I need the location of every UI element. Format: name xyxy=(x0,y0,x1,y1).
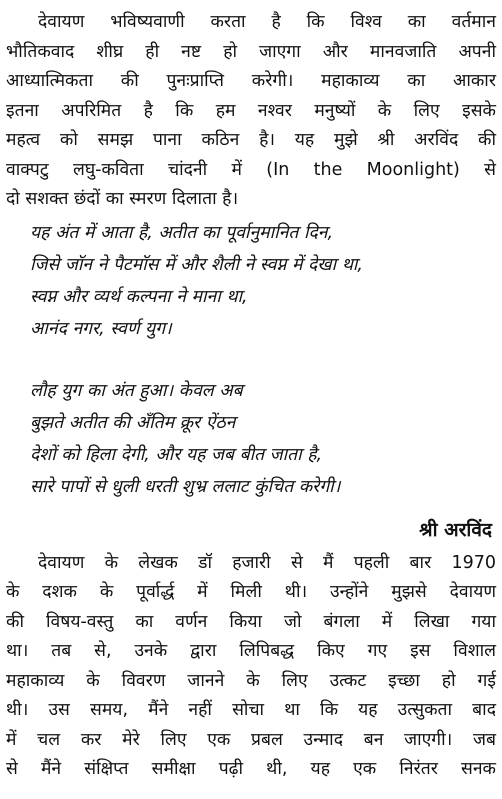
text-line: दो सशक्त छंदों का स्मरण दिलाता है। xyxy=(6,189,239,209)
poem-verse: लौह युग का अंत हुआ। केवल अब xyxy=(30,380,243,401)
paragraph-author xyxy=(6,549,496,785)
text-line: वाक्पटु लघु-कविता चांदनी में (In the Moonlight) से xyxy=(6,159,496,180)
text-line: आध्यात्मिकता की पुनःप्राप्ति करेगी। महाकाव्य का आकार xyxy=(6,71,496,91)
poem-quote xyxy=(30,217,496,503)
poem-verse: यह अंत में आता है, अतीत का पूर्वानुमानित दिन, xyxy=(30,222,334,243)
document-page xyxy=(6,8,496,785)
text-line: के दशक के पूर्वार्द्ध में मिली थी। उन्होंने मुझसे देवायण xyxy=(6,582,496,602)
stanza-separator xyxy=(30,345,496,375)
text-line: देवायण भविष्यवाणी करता है कि विश्व का वर्तमान xyxy=(38,12,496,32)
text-line: थी। उस समय, मैंने नहीं सोचा था कि यह उत्सुकता बाद xyxy=(6,700,496,720)
poem-verse: सारे पापों से धुली धरती शुभ्र ललाट कुंचित करेगी। xyxy=(30,476,341,497)
text-line: महाकाव्य के विवरण जानने के लिए उत्कट इच्छा हो गई xyxy=(6,670,496,691)
poem-verse: स्वप्न और व्यर्थ कल्पना ने माना था, xyxy=(30,286,248,307)
text-line: था। तब से, उनके द्वारा लिपिबद्ध किए गए इस विशाल xyxy=(6,641,496,661)
paragraph-intro xyxy=(6,8,496,215)
poem-verse: आनंद नगर, स्वर्ण युग। xyxy=(30,318,172,339)
text-line: देवायण के लेखक डॉ हजारी से मैं पहली बार 1970 xyxy=(38,552,496,573)
poem-verse: बुझते अतीत की अँतिम क्रूर ऐंठन xyxy=(30,412,236,433)
poem-attribution: श्री अरविंद xyxy=(419,518,492,541)
text-line: इतना अपरिमित है कि हम नश्वर मनुष्यों के लिए इसके xyxy=(6,100,496,121)
text-line: में चल कर मेरे लिए एक प्रबल उन्माद बन जाएगी। जब xyxy=(6,729,496,750)
text-line: से मैंने संक्षिप्त समीक्षा पढ़ी थी, यह एक निरंतर सनक xyxy=(6,759,496,779)
poem-verse: जिसे जॉन ने पैटमॉस में और शैली ने स्वप्न में देखा था, xyxy=(30,254,363,275)
poem-verse: देशों को हिला देगी, और यह जब बीत जाता है, xyxy=(30,444,323,465)
text-line: भौतिकवाद शीघ्र ही नष्ट हो जाएगा और मानवजाति अपनी xyxy=(6,41,496,62)
text-line: की विषय-वस्तु का वर्णन किया जो बंगला में लिखा गया xyxy=(6,611,496,632)
text-line: महत्व को समझ पाना कठिन है। यह मुझे श्री अरविंद की xyxy=(6,130,496,150)
